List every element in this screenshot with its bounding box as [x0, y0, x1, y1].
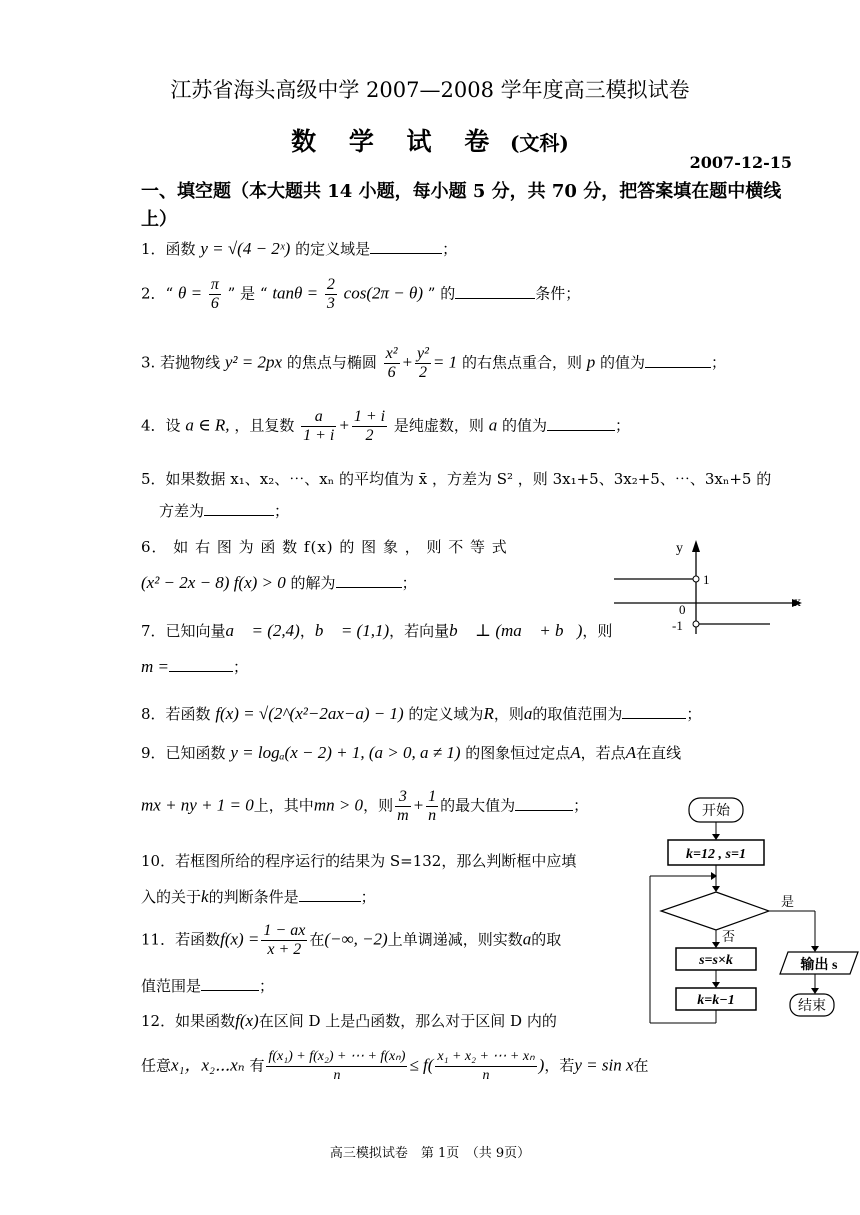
q6-line2: (x² − 2x − 8) f(x) > 0 的解为 ；	[141, 573, 417, 592]
tick-label-one: 1	[703, 572, 710, 587]
arrow-icon	[712, 942, 720, 948]
origin-label: 0	[679, 602, 686, 617]
arrow-icon	[811, 946, 819, 952]
q7-line2: m = ；	[141, 657, 249, 676]
q6-answer-blank[interactable]	[336, 573, 402, 588]
question-3: 3. 若抛物线 y² = 2px 的焦点与椭圆 $\frac{\text{x²}}{6}$ + $\frac{\text{y²}}{2}$ = 1 的右焦点重合，则 p 的值为 ；	[141, 345, 727, 381]
q2-end: 条件；	[535, 284, 581, 303]
q9-line2: mx + ny + 1 = 0上，其中mn > 0，则 $\frac{3}{m}$ + $\frac{1}{n}$ 的最大值为 ；	[141, 788, 589, 824]
flowchart	[645, 790, 860, 1035]
q1-end: ；	[442, 240, 458, 258]
flow-start-label: 开始	[702, 804, 730, 819]
q1-number: 1．函数	[141, 240, 196, 258]
question-1	[141, 238, 457, 260]
q9-answer-blank[interactable]	[515, 796, 573, 811]
q12-line2: 任意x₁，x₂⋯xₙ 有 $\frac{\text{f(x₁) + f(x₂) + ⋯ + f(xₙ)}}{n}$ ≤ f( $\frac{\text{x₁ + x₂ + ⋯ + xₙ}}{n}$ )，若y = sin x在	[141, 1049, 649, 1083]
exam-date: 2007-12-15	[689, 153, 792, 172]
subject-suffix: (文科)	[509, 131, 569, 155]
q11-answer-blank[interactable]	[201, 976, 259, 991]
question-10	[141, 850, 576, 908]
q10-line2: 入的关于k的判断条件是 ；	[141, 887, 376, 906]
q9-line1: 9．已知函数 y = logₐ(x − 2) + 1, (a > 0, a ≠ 1) 的图象恒过定点A，若点A在直线	[141, 743, 682, 762]
q11-line1: 11．若函数f(x) = $\frac{1 - ax}{x + 2}$ 在(−∞, −2)上单调递减，则实数a的取	[141, 922, 562, 958]
q2-expr-b: tanθ =	[272, 283, 319, 303]
q1-answer-blank[interactable]	[370, 239, 442, 254]
q1-expression: y = √(4 − 2ˣ)	[200, 239, 291, 258]
function-graph	[612, 536, 812, 636]
q3-text-tail: 的右焦点重合，则	[461, 353, 582, 372]
q8-answer-blank[interactable]	[622, 704, 686, 719]
question-12	[141, 1010, 649, 1085]
q3-number: 3. 若抛物线	[141, 353, 221, 372]
q5-line1: 5．如果数据 x₁、x₂、⋯、xₙ 的平均值为 x̄ ，方差为 S² ，则 3x₁+5、3x₂+5、⋯、3xₙ+5 的	[141, 470, 772, 488]
x-axis-label: x	[794, 595, 801, 610]
flow-end-label: 结束	[798, 999, 826, 1014]
arrow-icon	[811, 988, 819, 994]
q2-expr-a: θ =	[178, 283, 203, 303]
q4-expr: a ∈ R,	[185, 415, 230, 435]
q1-text: 的定义域是	[295, 240, 371, 258]
arrow-icon	[712, 886, 720, 892]
page-footer: 高三模拟试卷 第 1页 （共 9页）	[329, 1146, 531, 1161]
q10-answer-blank[interactable]	[299, 887, 361, 902]
flow-process-label-2: k=k−1	[697, 993, 735, 1008]
school-title: 江苏省海头高级中学 2007—2008 学年度高三模拟试卷	[170, 78, 690, 102]
flow-output-label: 输出 s	[800, 958, 838, 973]
question-7	[141, 620, 612, 678]
q4-fraction-a: $\frac{a}{1 + i}$	[303, 408, 335, 444]
q5-line2: 方差为 ；	[159, 502, 290, 520]
section-title: 一、填空题（本大题共 14 小题，每小题 5 分，共 70 分，把答案填在题中横线上）	[141, 181, 782, 230]
q3-fraction-y: $\frac{\text{y²}}{2}$	[417, 345, 429, 381]
q11-line2: 值范围是 ；	[141, 977, 275, 995]
q10-line1: 10．若框图所给的程序运行的结果为 S=132，那么判断框中应填	[141, 852, 577, 870]
question-9	[141, 742, 681, 825]
tick-label-neg-one: -1	[672, 618, 683, 633]
q8-function: f(x) = √(2^(x²−2ax−a) − 1)	[215, 704, 404, 723]
arrow-icon	[712, 982, 720, 988]
flow-no-label: 否	[722, 929, 736, 944]
q2-expr-c: cos(2π − θ)	[343, 283, 423, 303]
subject-name: 数 学 试 卷	[291, 127, 502, 156]
q4-answer-blank[interactable]	[547, 416, 615, 431]
arrow-icon	[712, 834, 720, 840]
question-4: 4．设 a ∈ R, ，且复数 $\frac{a}{1 + i}$ + $\frac{1 + i}{2}$ 是纯虚数，则 a 的值为 ；	[141, 408, 630, 444]
q6-inequality: (x² − 2x − 8) f(x) > 0	[141, 573, 286, 592]
q3-text-mid: 的焦点与椭圆	[286, 353, 377, 372]
question-8: 8．若函数 f(x) = √(2^(x²−2ax−a) − 1) 的定义域为R，则a的取值范围为 ；	[141, 704, 702, 723]
question-2	[141, 276, 580, 313]
flow-decision-node	[661, 892, 769, 930]
q2-text-mid: ” 是 “	[227, 284, 268, 303]
flow-process-label-1: s=s×k	[699, 953, 733, 968]
y-axis-arrow-icon	[692, 540, 700, 552]
open-point-top	[693, 576, 699, 582]
question-11	[141, 922, 561, 997]
q3-parabola: y² = 2px	[224, 352, 283, 372]
open-point-bottom	[693, 621, 699, 627]
q4-fraction-b: $\frac{1 + i}{2}$	[353, 408, 386, 444]
q5-answer-blank[interactable]	[204, 501, 274, 516]
q6-line1: 6． 如 右 图 为 函 数 f(x) 的 图 象 ， 则 不 等 式	[141, 538, 508, 556]
q2-fraction-2-3: $\frac{2}{3}$	[326, 276, 335, 312]
q2-answer-blank[interactable]	[455, 284, 535, 299]
flow-init-label: k=12 , s=1	[686, 847, 746, 862]
q3-answer-blank[interactable]	[645, 353, 711, 368]
y-axis-label: y	[676, 541, 683, 556]
q2-text-tail: ” 的	[427, 284, 456, 303]
q4-number: 4．设	[141, 416, 181, 435]
q12-line1: 12．如果函数f(x)在区间 D 上是凸函数，那么对于区间 D 内的	[141, 1011, 557, 1030]
flow-yes-label: 是	[781, 894, 795, 909]
question-5	[141, 468, 771, 522]
q7-answer-blank[interactable]	[169, 657, 233, 672]
q7-line1: 7．已知向量a⃗ = (2,4)，b⃗ = (1,1)，若向量b⃗ ⊥ (ma⃗ + b⃗)，则	[141, 621, 613, 640]
q2-fraction-pi-6: $\frac{\pi}{6}$	[210, 276, 219, 312]
question-6	[141, 536, 601, 594]
q3-fraction-x: $\frac{\text{x²}}{6}$	[385, 345, 398, 381]
q2-number: 2．“	[141, 284, 174, 303]
